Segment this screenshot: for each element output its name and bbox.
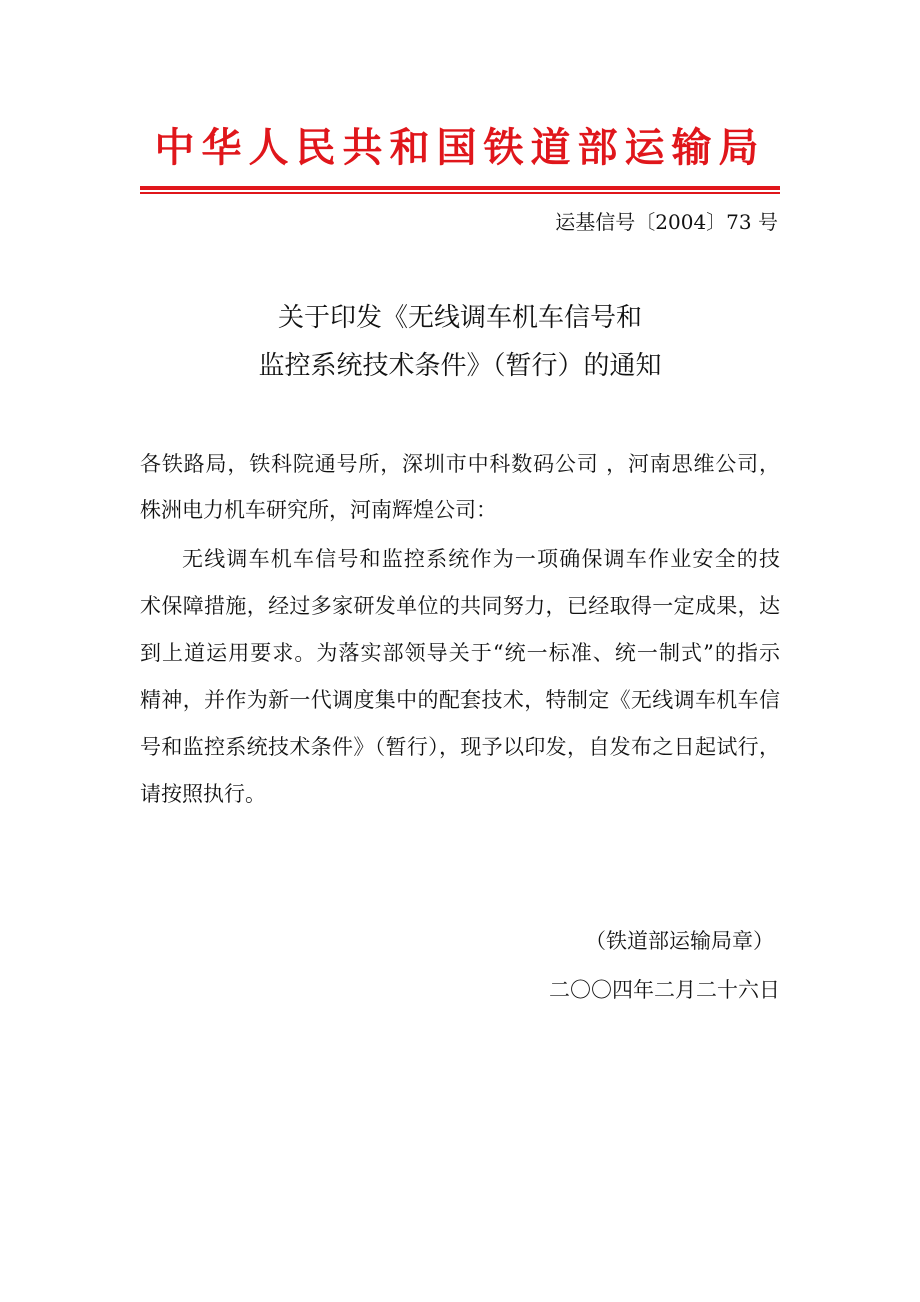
notice-title-line-1: 关于印发《无线调车机车信号和	[277, 303, 642, 333]
header-rule-thick	[140, 186, 780, 190]
body-line-1: 无线调车机车信号和监控系统作为一项确保调车作业安全的技	[182, 547, 780, 571]
body-line-4: 精神，并作为新一代调度集中的配套技术，特制定《无线调车机车信	[140, 688, 780, 712]
issuing-agency-header: 中华人民共和国铁道部运输局	[154, 124, 766, 171]
issue-date: 二〇〇四年二月二十六日	[549, 978, 780, 1002]
document-number: 运基信号〔2004〕73 号	[555, 210, 778, 234]
notice-title-line-2: 监控系统技术条件》（暂行）的通知	[258, 351, 662, 381]
body-line-6: 请按照执行。	[140, 782, 266, 806]
addressee-line-2: 株洲电力机车研究所，河南辉煌公司：	[140, 498, 497, 522]
seal-note: （铁道部运输局章）	[585, 929, 774, 953]
body-line-3: 到上道运用要求。为落实部领导关于“统一标准、统一制式”的指示	[140, 641, 780, 665]
body-line-2: 术保障措施，经过多家研发单位的共同努力，已经取得一定成果，达	[140, 594, 780, 618]
body-line-5: 号和监控系统技术条件》（暂行），现予以印发，自发布之日起试行，	[140, 735, 780, 759]
addressee-line-1: 各铁路局，铁科院通号所，深圳市中科数码公司 ，河南思维公司，	[140, 452, 780, 476]
header-rule-thin	[140, 192, 780, 194]
